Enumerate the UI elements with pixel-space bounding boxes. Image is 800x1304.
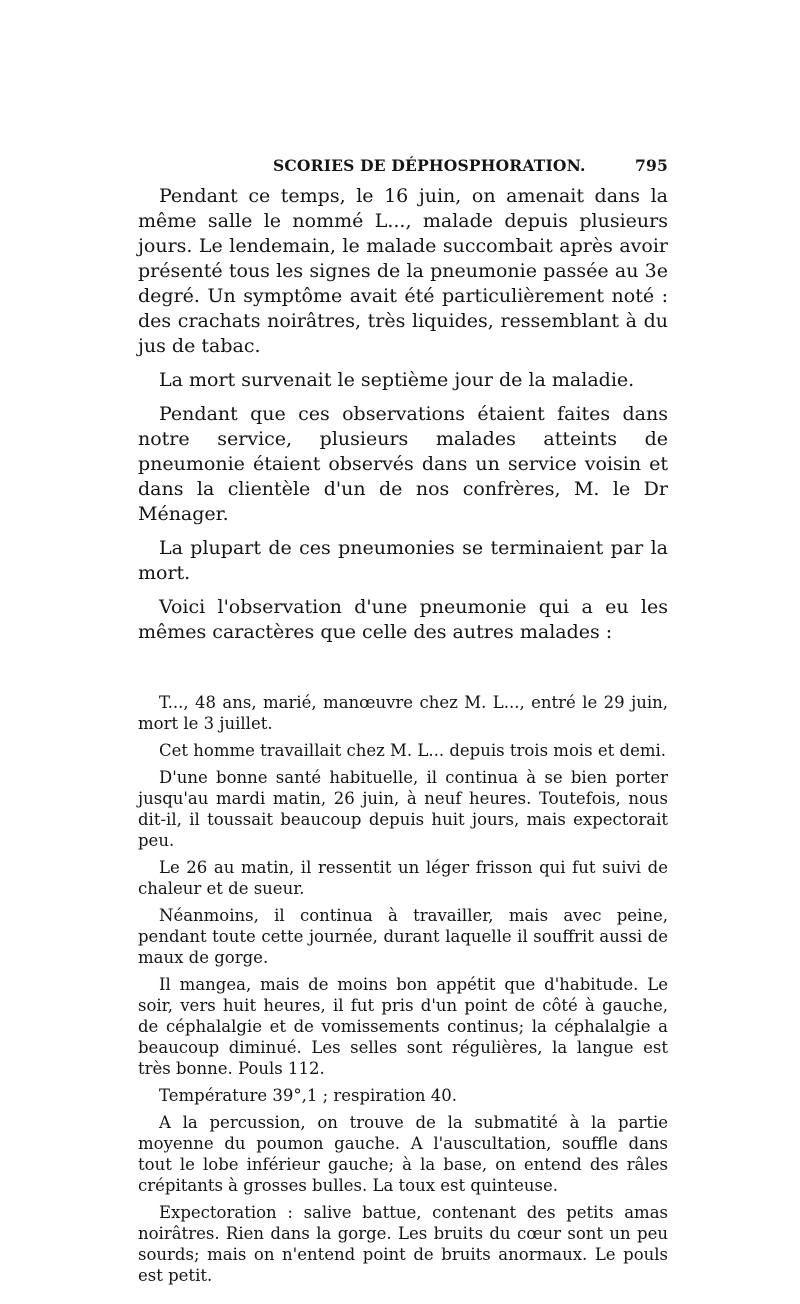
observation-paragraph: Température 39°,1 ; respiration 40. (159, 1086, 458, 1105)
observation-paragraph: Néanmoins, il continua à travailler, mais avec peine, pendant toute cette journée, durant laquelle il souffrit aussi de maux de gorge. (138, 906, 668, 967)
observation-paragraph: Le 26 au matin, il ressentit un léger frisson qui fut suivi de chaleur et de sueur. (138, 858, 668, 898)
observation-paragraph: Il mangea, mais de moins bon appétit que d'habitude. Le soir, vers huit heures, il fut pris d'un point de côté à gauche, de céphalalgie et de vomissements continus; la céphalalgie a beaucoup diminué. Les selles sont régulières, la langue est très bonne. Pouls 112. (138, 975, 668, 1078)
paragraph: La plupart de ces pneumonies se terminaient par la mort. (138, 537, 668, 584)
observation-paragraph: D'une bonne santé habituelle, il continua à se bien porter jusqu'au mardi matin, 26 juin, à neuf heures. Toutefois, nous dit-il, il toussait beaucoup depuis huit jours, mais expectorait peu. (138, 768, 668, 850)
observation-paragraph: A la percussion, on trouve de la submatité à la partie moyenne du poumon gauche. A l'auscultation, souffle dans tout le lobe inférieur gauche; à la base, on entend des râles crépitants à grosses bulles. La toux est quinteuse. (138, 1113, 668, 1195)
running-head (138, 150, 668, 178)
paragraph: Pendant que ces observations étaient faites dans notre service, plusieurs malades atteints de pneumonie étaient observés dans un service voisin et dans la clientèle d'un de nos confrères, M. le Dr Ménager. (138, 403, 668, 525)
observation-text (138, 692, 668, 1286)
paragraph: Pendant ce temps, le 16 juin, on amenait dans la même salle le nommé L..., malade depuis plusieurs jours. Le lendemain, le malade succombait après avoir présenté tous les signes de la pneumonie passée au 3e degré. Un symptôme avait été particulièrement noté : des crachats noirâtres, très liquides, ressemblant à du jus de tabac. (138, 185, 668, 357)
observation-paragraph: Expectoration : salive battue, contenant des petits amas noirâtres. Rien dans la gorge. Les bruits du cœur sont un peu sourds; mais on n'entend point de bruits anormaux. Le pouls est petit. (138, 1203, 668, 1285)
main-text (138, 184, 668, 645)
observation-paragraph: T..., 48 ans, marié, manœuvre chez M. L..., entré le 29 juin, mort le 3 juillet. (138, 693, 668, 733)
observation-paragraph: Cet homme travaillait chez M. L... depuis trois mois et demi. (159, 741, 667, 760)
page-number: 795 (635, 156, 668, 175)
paragraph: Voici l'observation d'une pneumonie qui a eu les mêmes caractères que celle des autres malades : (138, 596, 668, 643)
paragraph: La mort survenait le septième jour de la maladie. (159, 369, 635, 391)
section-gap (138, 654, 668, 692)
book-page (138, 150, 668, 1292)
running-title: SCORIES DE DÉPHOSPHORATION. (273, 156, 586, 175)
